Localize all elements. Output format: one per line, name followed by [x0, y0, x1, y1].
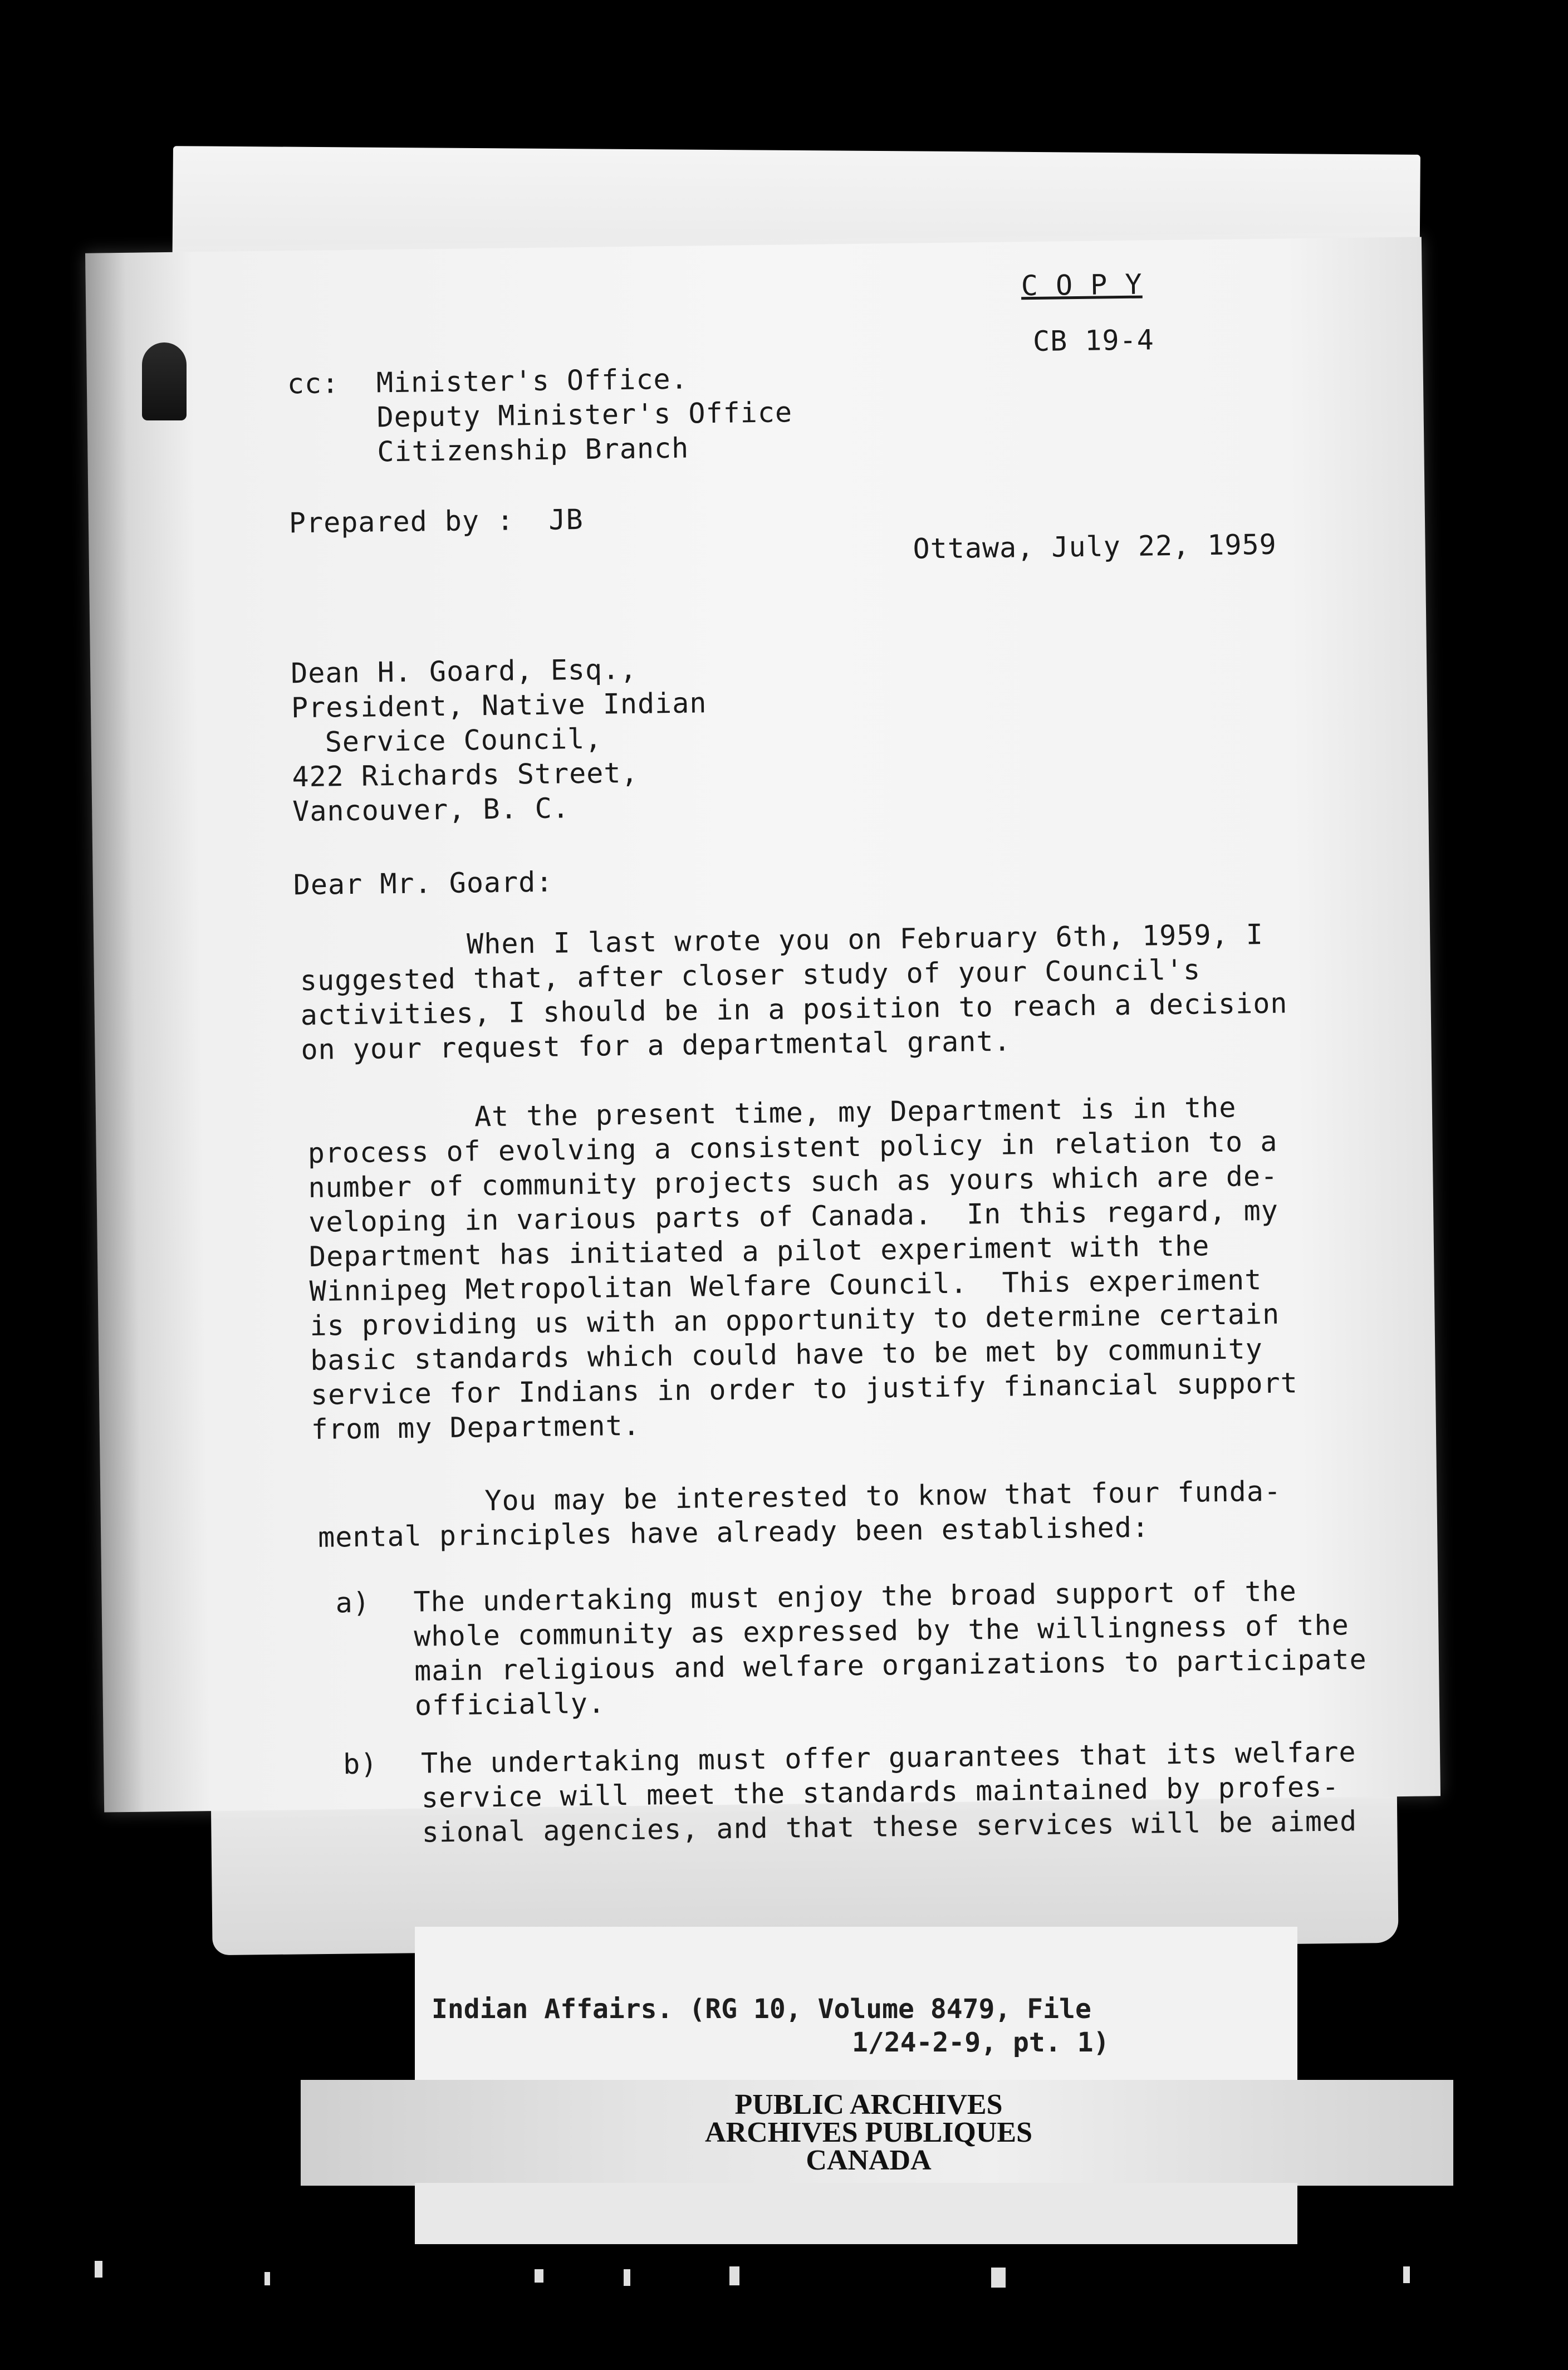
- address-line: Service Council,: [325, 722, 602, 758]
- paper-clip: [142, 342, 187, 420]
- cc-label: cc:: [287, 367, 340, 400]
- stamp-line: ARCHIVES PUBLIQUES: [704, 2117, 1033, 2148]
- salutation: Dear Mr. Goard:: [293, 865, 553, 902]
- address-line: Dean H. Goard, Esq.,: [290, 653, 638, 690]
- film-speck: [624, 2269, 630, 2286]
- cc-line: Deputy Minister's Office: [376, 396, 793, 434]
- item-line: officially.: [414, 1687, 606, 1722]
- body-line: process of evolving a consistent policy in relation to a: [307, 1125, 1278, 1169]
- item-marker: b): [342, 1747, 378, 1781]
- cc-line: Minister's Office.: [376, 363, 689, 399]
- body-line: veloping in various parts of Canada. In this regard, my: [308, 1194, 1279, 1238]
- item-marker: a): [335, 1586, 371, 1619]
- prepared-by: Prepared by : JB: [288, 503, 584, 540]
- film-speck: [729, 2266, 739, 2285]
- body-line: Winnipeg Metropolitan Welfare Council. This experiment: [309, 1264, 1262, 1308]
- body-line: service for Indians in order to justify financial support: [310, 1367, 1298, 1411]
- bottom-card: [415, 2183, 1297, 2244]
- label-line: 1/24-2-9, pt. 1): [852, 2027, 1110, 2058]
- cc-line: Citizenship Branch: [377, 432, 689, 468]
- item-line: The undertaking must offer guarantees that its welfare: [420, 1736, 1356, 1780]
- stamp-line: CANADA: [806, 2144, 932, 2176]
- film-speck: [991, 2268, 1006, 2288]
- address-line: President, Native Indian: [291, 687, 707, 724]
- body-line: on your request for a departmental grant.: [301, 1025, 1011, 1066]
- body-line: You may be interested to know that four funda-: [484, 1475, 1282, 1517]
- letter-page: [85, 237, 1440, 1849]
- film-speck: [1403, 2266, 1410, 2283]
- body-line: activities, I should be in a position to reach a decision: [300, 987, 1288, 1032]
- address-line: Vancouver, B. C.: [292, 792, 570, 828]
- film-speck: [535, 2269, 543, 2283]
- body-line: suggested that, after closer study of your Council's: [300, 953, 1201, 997]
- film-speck: [264, 2272, 270, 2285]
- body-line: basic standards which could have to be met by community: [310, 1333, 1263, 1377]
- item-line: sional agencies, and that these services will be aimed: [422, 1805, 1358, 1849]
- archives-stamp: [657, 2091, 1080, 2180]
- film-speck: [95, 2261, 102, 2278]
- body-line: At the present time, my Department is in the: [474, 1091, 1237, 1133]
- address-line: 422 Richards Street,: [292, 756, 639, 794]
- letter-date: Ottawa, July 22, 1959: [913, 528, 1277, 565]
- body-line: is providing us with an opportunity to determine certain: [310, 1297, 1280, 1342]
- item-line: The undertaking must enjoy the broad support of the: [413, 1575, 1297, 1618]
- label-line: Indian Affairs. (RG 10, Volume 8479, File: [432, 1994, 1091, 2025]
- body-line: When I last wrote you on February 6th, 1959, I: [466, 918, 1264, 961]
- copy-mark: C O P Y: [1021, 268, 1143, 302]
- body-line: mental principles have already been established:: [317, 1511, 1150, 1554]
- file-code: CB 19-4: [1032, 324, 1155, 358]
- body-line: Department has initiated a pilot experiment with the: [308, 1230, 1210, 1273]
- item-line: main religious and welfare organizations to participate: [414, 1643, 1368, 1687]
- body-line: number of community projects such as yours which are de-: [308, 1159, 1278, 1204]
- item-line: whole community as expressed by the willingness of the: [414, 1609, 1350, 1653]
- item-line: service will meet the standards maintained by profes-: [421, 1770, 1340, 1814]
- stamp-line: PUBLIC ARCHIVES: [734, 2089, 1003, 2121]
- body-line: from my Department.: [311, 1409, 641, 1446]
- archive-label-card: [415, 1927, 1297, 2085]
